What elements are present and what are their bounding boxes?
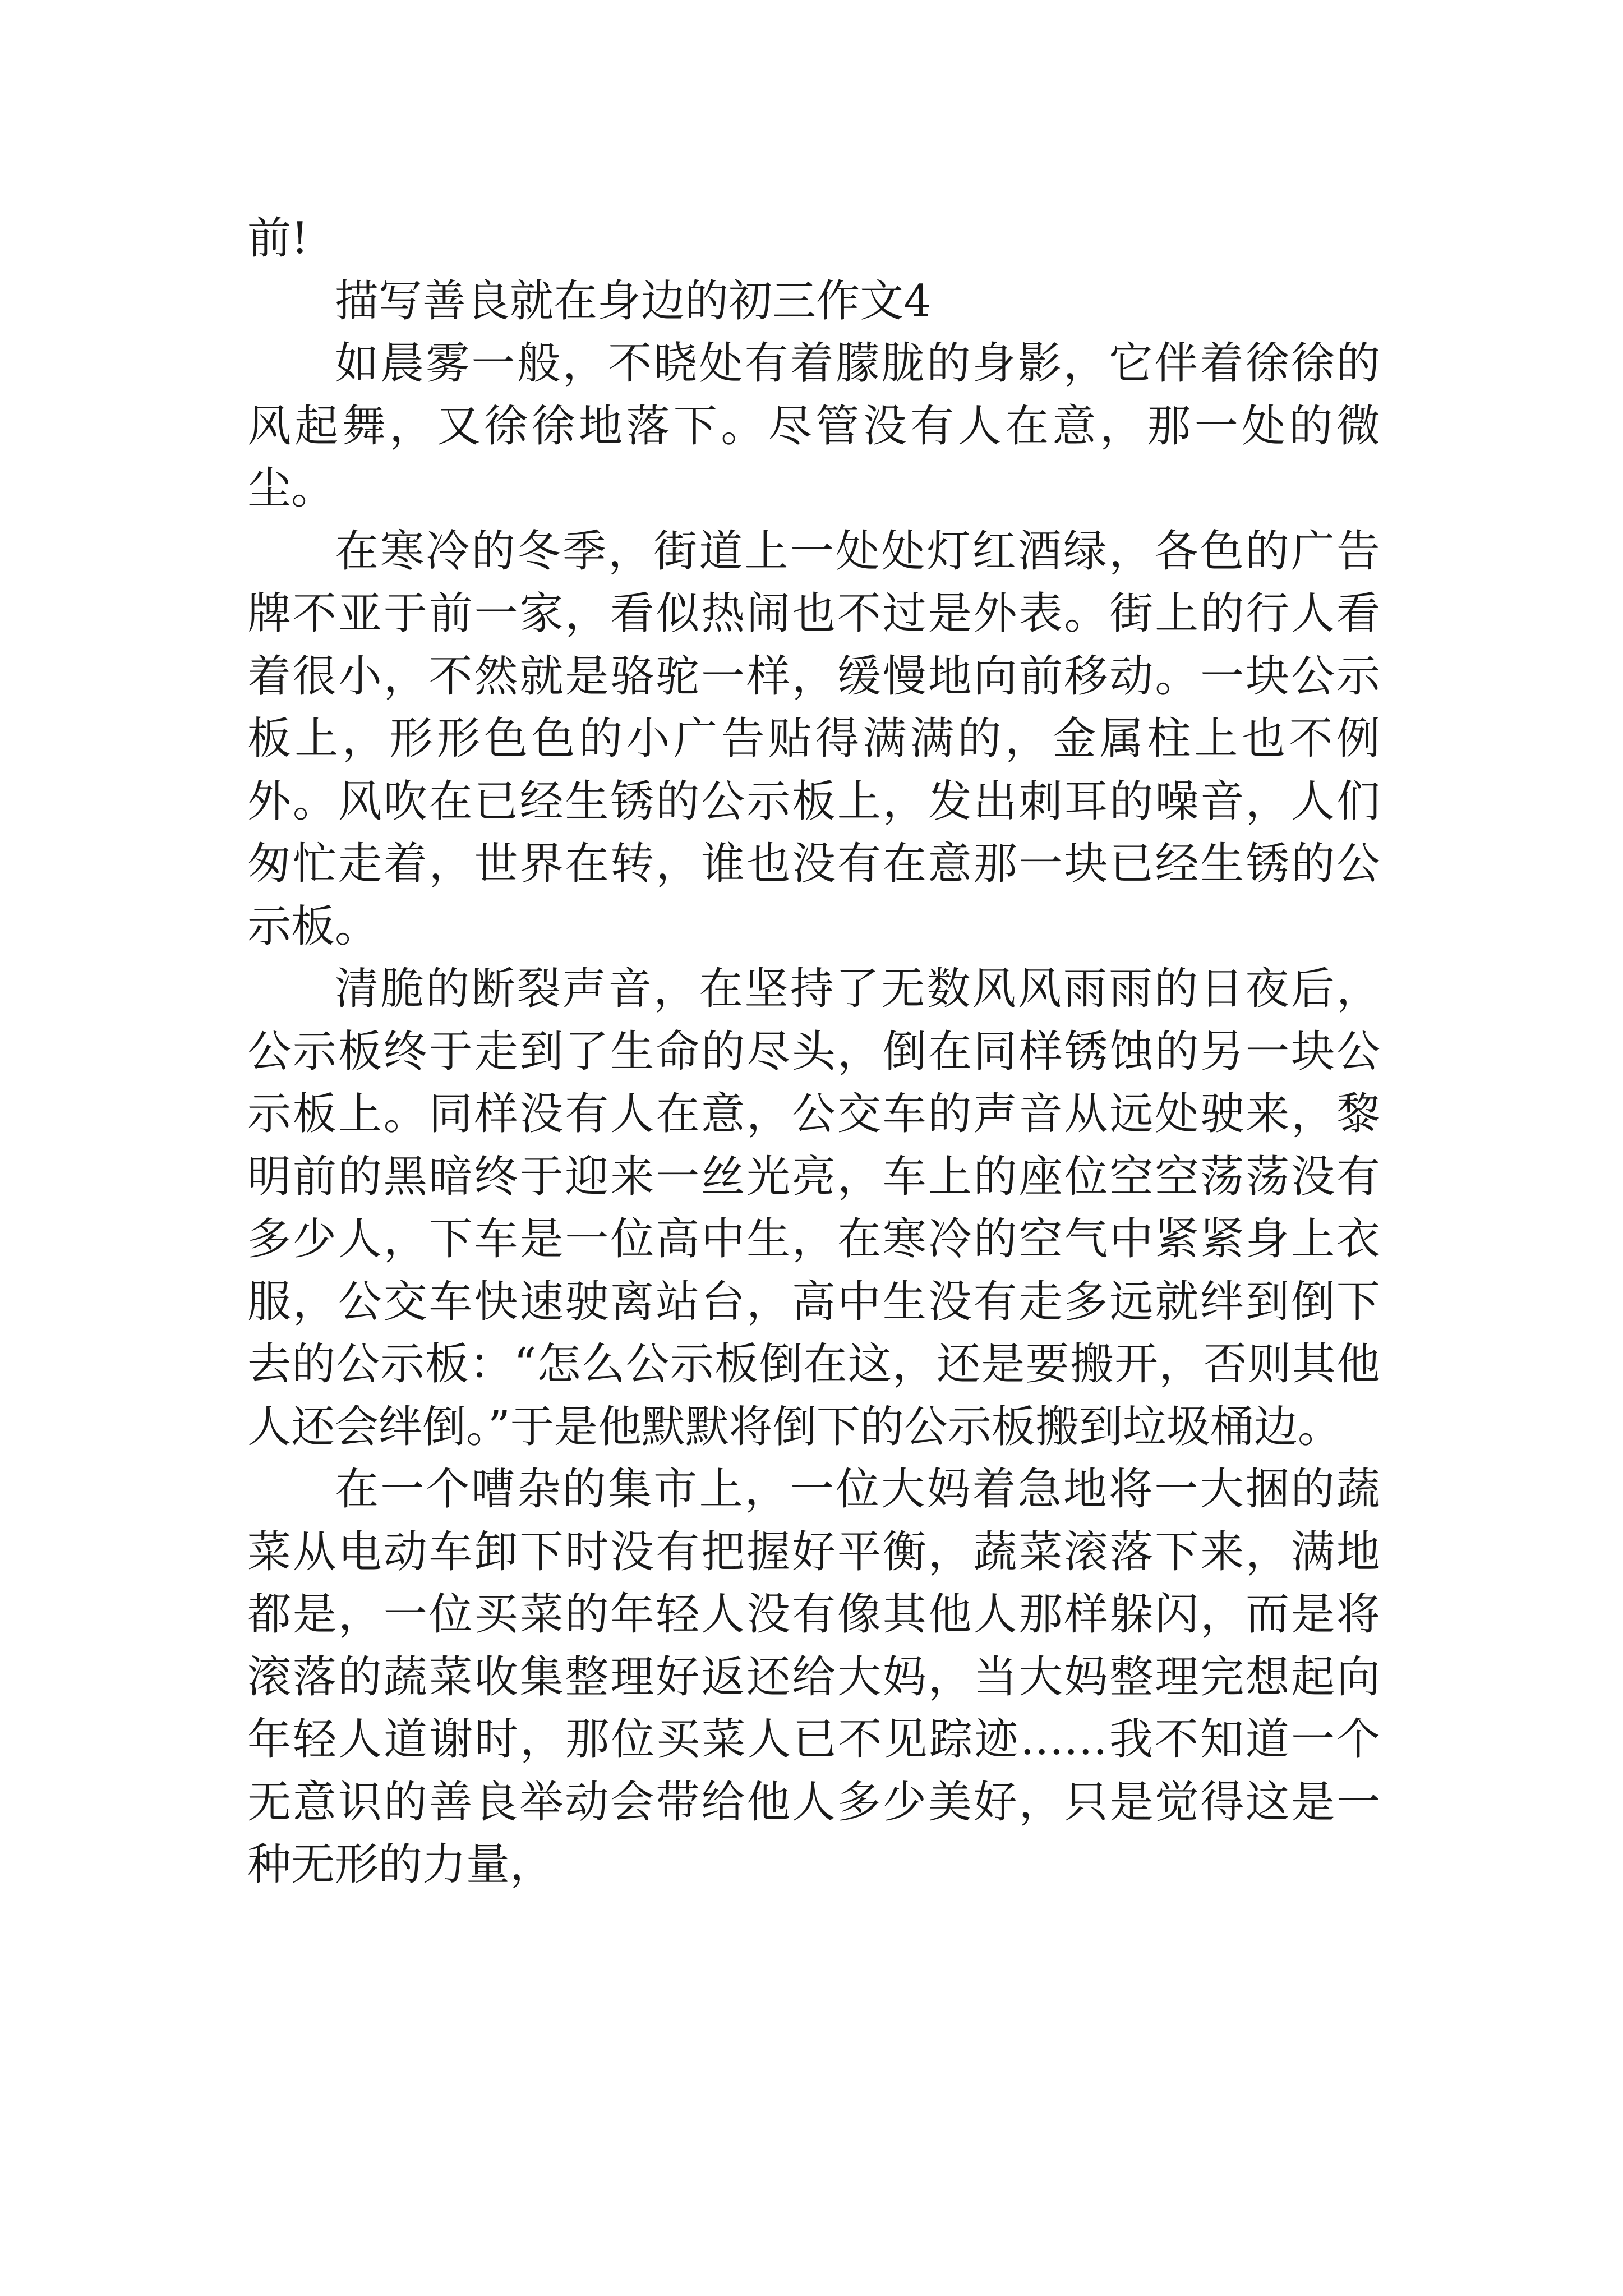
essay-heading: 描写善良就在身边的初三作文4 bbox=[335, 275, 932, 326]
body-text bbox=[247, 208, 1380, 1897]
paragraph: 如晨雾一般，不晓处有着朦胧的身影，它伴着徐徐的风起舞，又徐徐地落下。尽管没有人在意，那一处的微尘。 bbox=[247, 338, 1380, 514]
paragraph: 清脆的断裂声音，在坚持了无数风风雨雨的日夜后，公示板终于走到了生命的尽头，倒在同样锈蚀的另一块公示板上。同样没有人在意，公交车的声音从远处驶来，黎明前的黑暗终于迎来一丝光亮，车上的座位空空荡荡没有多少人，下车是一位高中生，在寒冷的空气中紧紧身上衣服，公交车快速驶离站台，高中生没有走多远就绊到倒下去的公示板：“怎么公示板倒在这，还是要搬开，否则其他人还会绊倒。”于是他默默将倒下的公示板搬到垃圾桶边。 bbox=[247, 964, 1380, 1452]
lead-line: 前! bbox=[247, 213, 309, 264]
paragraph: 在寒冷的冬季，街道上一处处灯红酒绿，各色的广告牌不亚于前一家，看似热闹也不过是外表。街上的行人看着很小，不然就是骆驼一样，缓慢地向前移动。一块公示板上，形形色色的小广告贴得满满的，金属柱上也不例外。风吹在已经生锈的公示板上，发出刺耳的噪音，人们匆忙走着，世界在转，谁也没有在意那一块已经生锈的公示板。 bbox=[247, 526, 1380, 952]
paragraph: 在一个嘈杂的集市上，一位大妈着急地将一大捆的蔬菜从电动车卸下时没有把握好平衡，蔬菜滚落下来，满地都是，一位买菜的年轻人没有像其他人那样躲闪，而是将滚落的蔬菜收集整理好返还给大妈，当大妈整理完想起向年轻人道谢时，那位买菜人已不见踪迹……我不知道一个无意识的善良举动会带给他人多少美好，只是觉得这是一种无形的力量， bbox=[247, 1464, 1380, 1890]
